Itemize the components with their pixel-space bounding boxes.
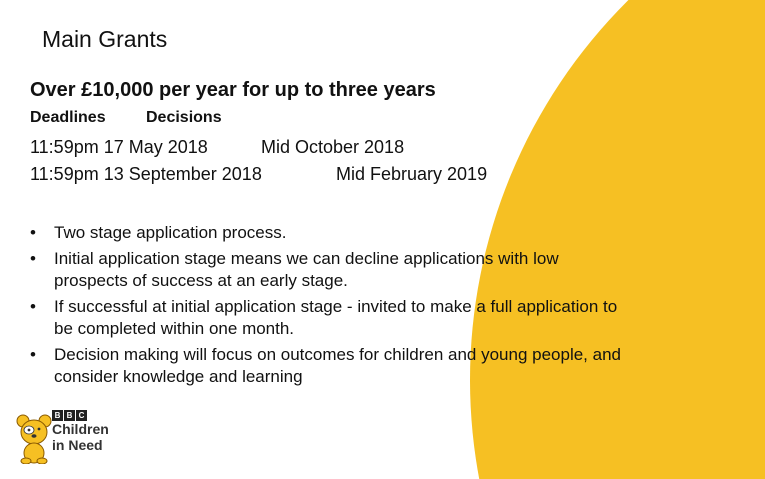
table-row bbox=[30, 137, 405, 158]
bullet-icon: • bbox=[30, 249, 36, 268]
bullet-icon: • bbox=[30, 297, 36, 316]
list-item-text: Decision making will focus on outcomes for children and young people, and consider knowledge and learning bbox=[54, 345, 621, 386]
decision-cell: Mid October 2018 bbox=[261, 137, 405, 157]
deadline-cell: 11:59pm 17 May 2018 bbox=[30, 137, 208, 157]
logo-wordmark bbox=[52, 408, 112, 453]
bullet-list bbox=[30, 222, 630, 392]
decisions-header: Decisions bbox=[146, 109, 222, 126]
list-item bbox=[30, 344, 630, 388]
bullet-icon: • bbox=[30, 345, 36, 364]
page-title: Main Grants bbox=[42, 26, 168, 52]
list-item bbox=[30, 248, 630, 292]
list-item bbox=[30, 296, 630, 340]
logo-line-1: Children bbox=[52, 421, 109, 437]
table-row bbox=[30, 164, 488, 185]
children-in-need-logo bbox=[16, 408, 116, 464]
deadline-cell: 11:59pm 13 September 2018 bbox=[30, 164, 262, 184]
table-header bbox=[30, 109, 222, 127]
bbc-blocks: B B C bbox=[52, 410, 112, 421]
pudsey-bear-icon bbox=[16, 412, 52, 464]
list-item-text: Two stage application process. bbox=[54, 223, 287, 242]
subtitle: Over £10,000 per year for up to three years bbox=[30, 79, 436, 101]
logo-line-2: in Need bbox=[52, 437, 103, 453]
decision-cell: Mid February 2019 bbox=[336, 164, 488, 184]
bullet-icon: • bbox=[30, 223, 36, 242]
list-item bbox=[30, 222, 630, 244]
list-item-text: If successful at initial application stage - invited to make a full application to be completed within one month. bbox=[54, 297, 618, 338]
deadlines-header: Deadlines bbox=[30, 109, 106, 126]
list-item-text: Initial application stage means we can decline applications with low prospects of success at an early stage. bbox=[54, 249, 559, 290]
